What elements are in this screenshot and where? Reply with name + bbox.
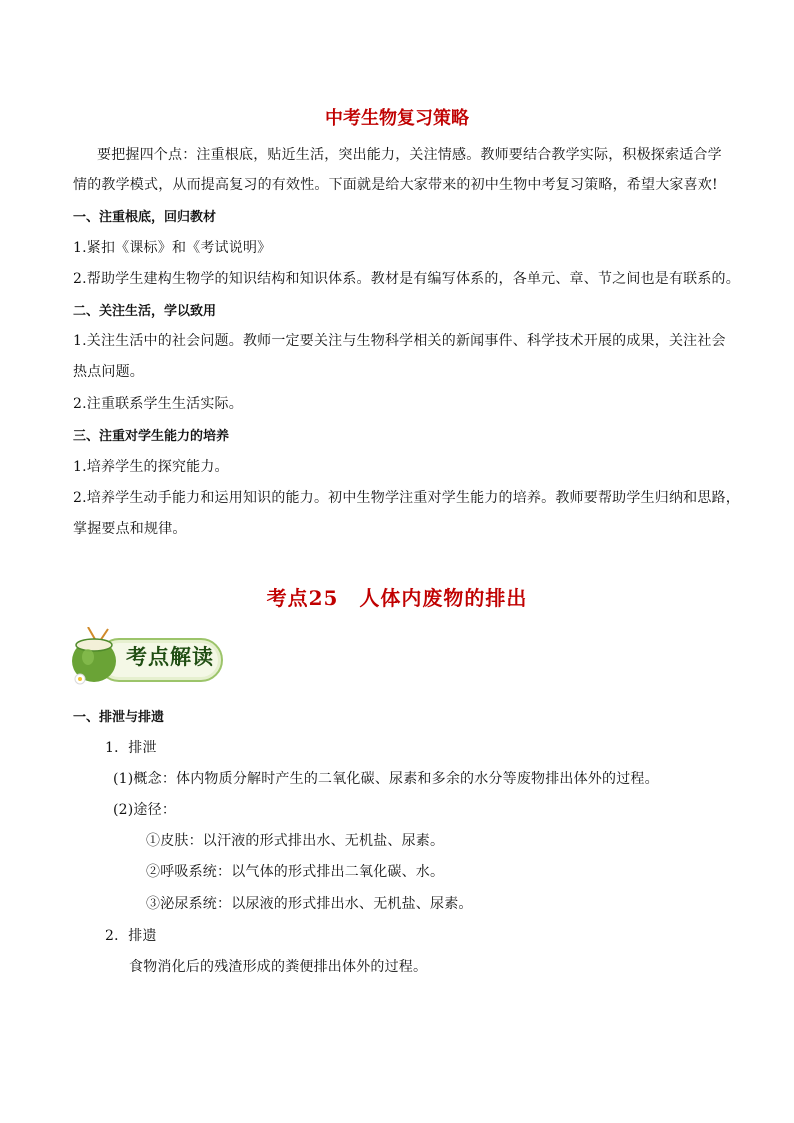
heading-2-point-2: 2.注重联系学生生活实际。 — [73, 396, 243, 412]
heading-2-point-1-line-2: 热点问题。 — [73, 364, 144, 380]
item-2-label: 2．排遗 — [105, 928, 157, 944]
heading-2-point-1-line-1: 1.关注生活中的社会问题。教师一定要关注与生物科学相关的新闻事件、科学技术开展的成果，关注社会 — [73, 333, 726, 349]
item-1-label: 1．排泄 — [105, 740, 157, 756]
item-1-concept: (1)概念：体内物质分解时产生的二氧化碳、尿素和多余的水分等废物排出体外的过程。 — [113, 771, 659, 787]
path-respiratory: ②呼吸系统：以气体的形式排出二氧化碳、水。 — [146, 864, 445, 880]
heading-2: 二、关注生活，学以致用 — [73, 304, 217, 319]
badge-label: 考点解读 — [126, 645, 214, 669]
heading-1-point-2: 2.帮助学生建构生物学的知识结构和知识体系。教材是有编写体系的，各单元、章、节之间也是有联系的。 — [73, 271, 740, 287]
section-1-heading: 一、排泄与排遗 — [73, 710, 165, 725]
exam-point-badge — [68, 627, 228, 689]
heading-3-point-2-line-2: 掌握要点和规律。 — [73, 521, 187, 537]
heading-3-point-2-line-1: 2.培养学生动手能力和运用知识的能力。初中生物学注重对学生能力的培养。教师要帮助学生归纳和思路， — [73, 490, 740, 506]
intro-line-1: 要把握四个点：注重根底，贴近生活，突出能力，关注情感。教师要结合教学实际，积极探索适合学 — [97, 147, 722, 163]
heading-3: 三、注重对学生能力的培养 — [73, 429, 230, 444]
path-urinary: ③泌尿系统：以尿液的形式排出水、无机盐、尿素。 — [146, 896, 473, 912]
item-1-path-label: (2)途径： — [113, 802, 177, 818]
heading-1-point-1: 1.紧扣《课标》和《考试说明》 — [73, 240, 272, 256]
path-skin: ①皮肤：以汗液的形式排出水、无机盐、尿素。 — [146, 833, 445, 849]
heading-1: 一、注重根底，回归教材 — [73, 210, 217, 225]
heading-3-point-1: 1.培养学生的探究能力。 — [73, 459, 229, 475]
intro-line-2: 情的教学模式，从而提高复习的有效性。下面就是给大家带来的初中生物中考复习策略，希望大家喜欢! — [73, 177, 718, 193]
item-2-text: 食物消化后的残渣形成的粪便排出体外的过程。 — [129, 959, 428, 975]
exam-point-title: 考点25 人体内废物的排出 — [266, 586, 528, 610]
strategy-title: 中考生物复习策略 — [325, 108, 469, 129]
